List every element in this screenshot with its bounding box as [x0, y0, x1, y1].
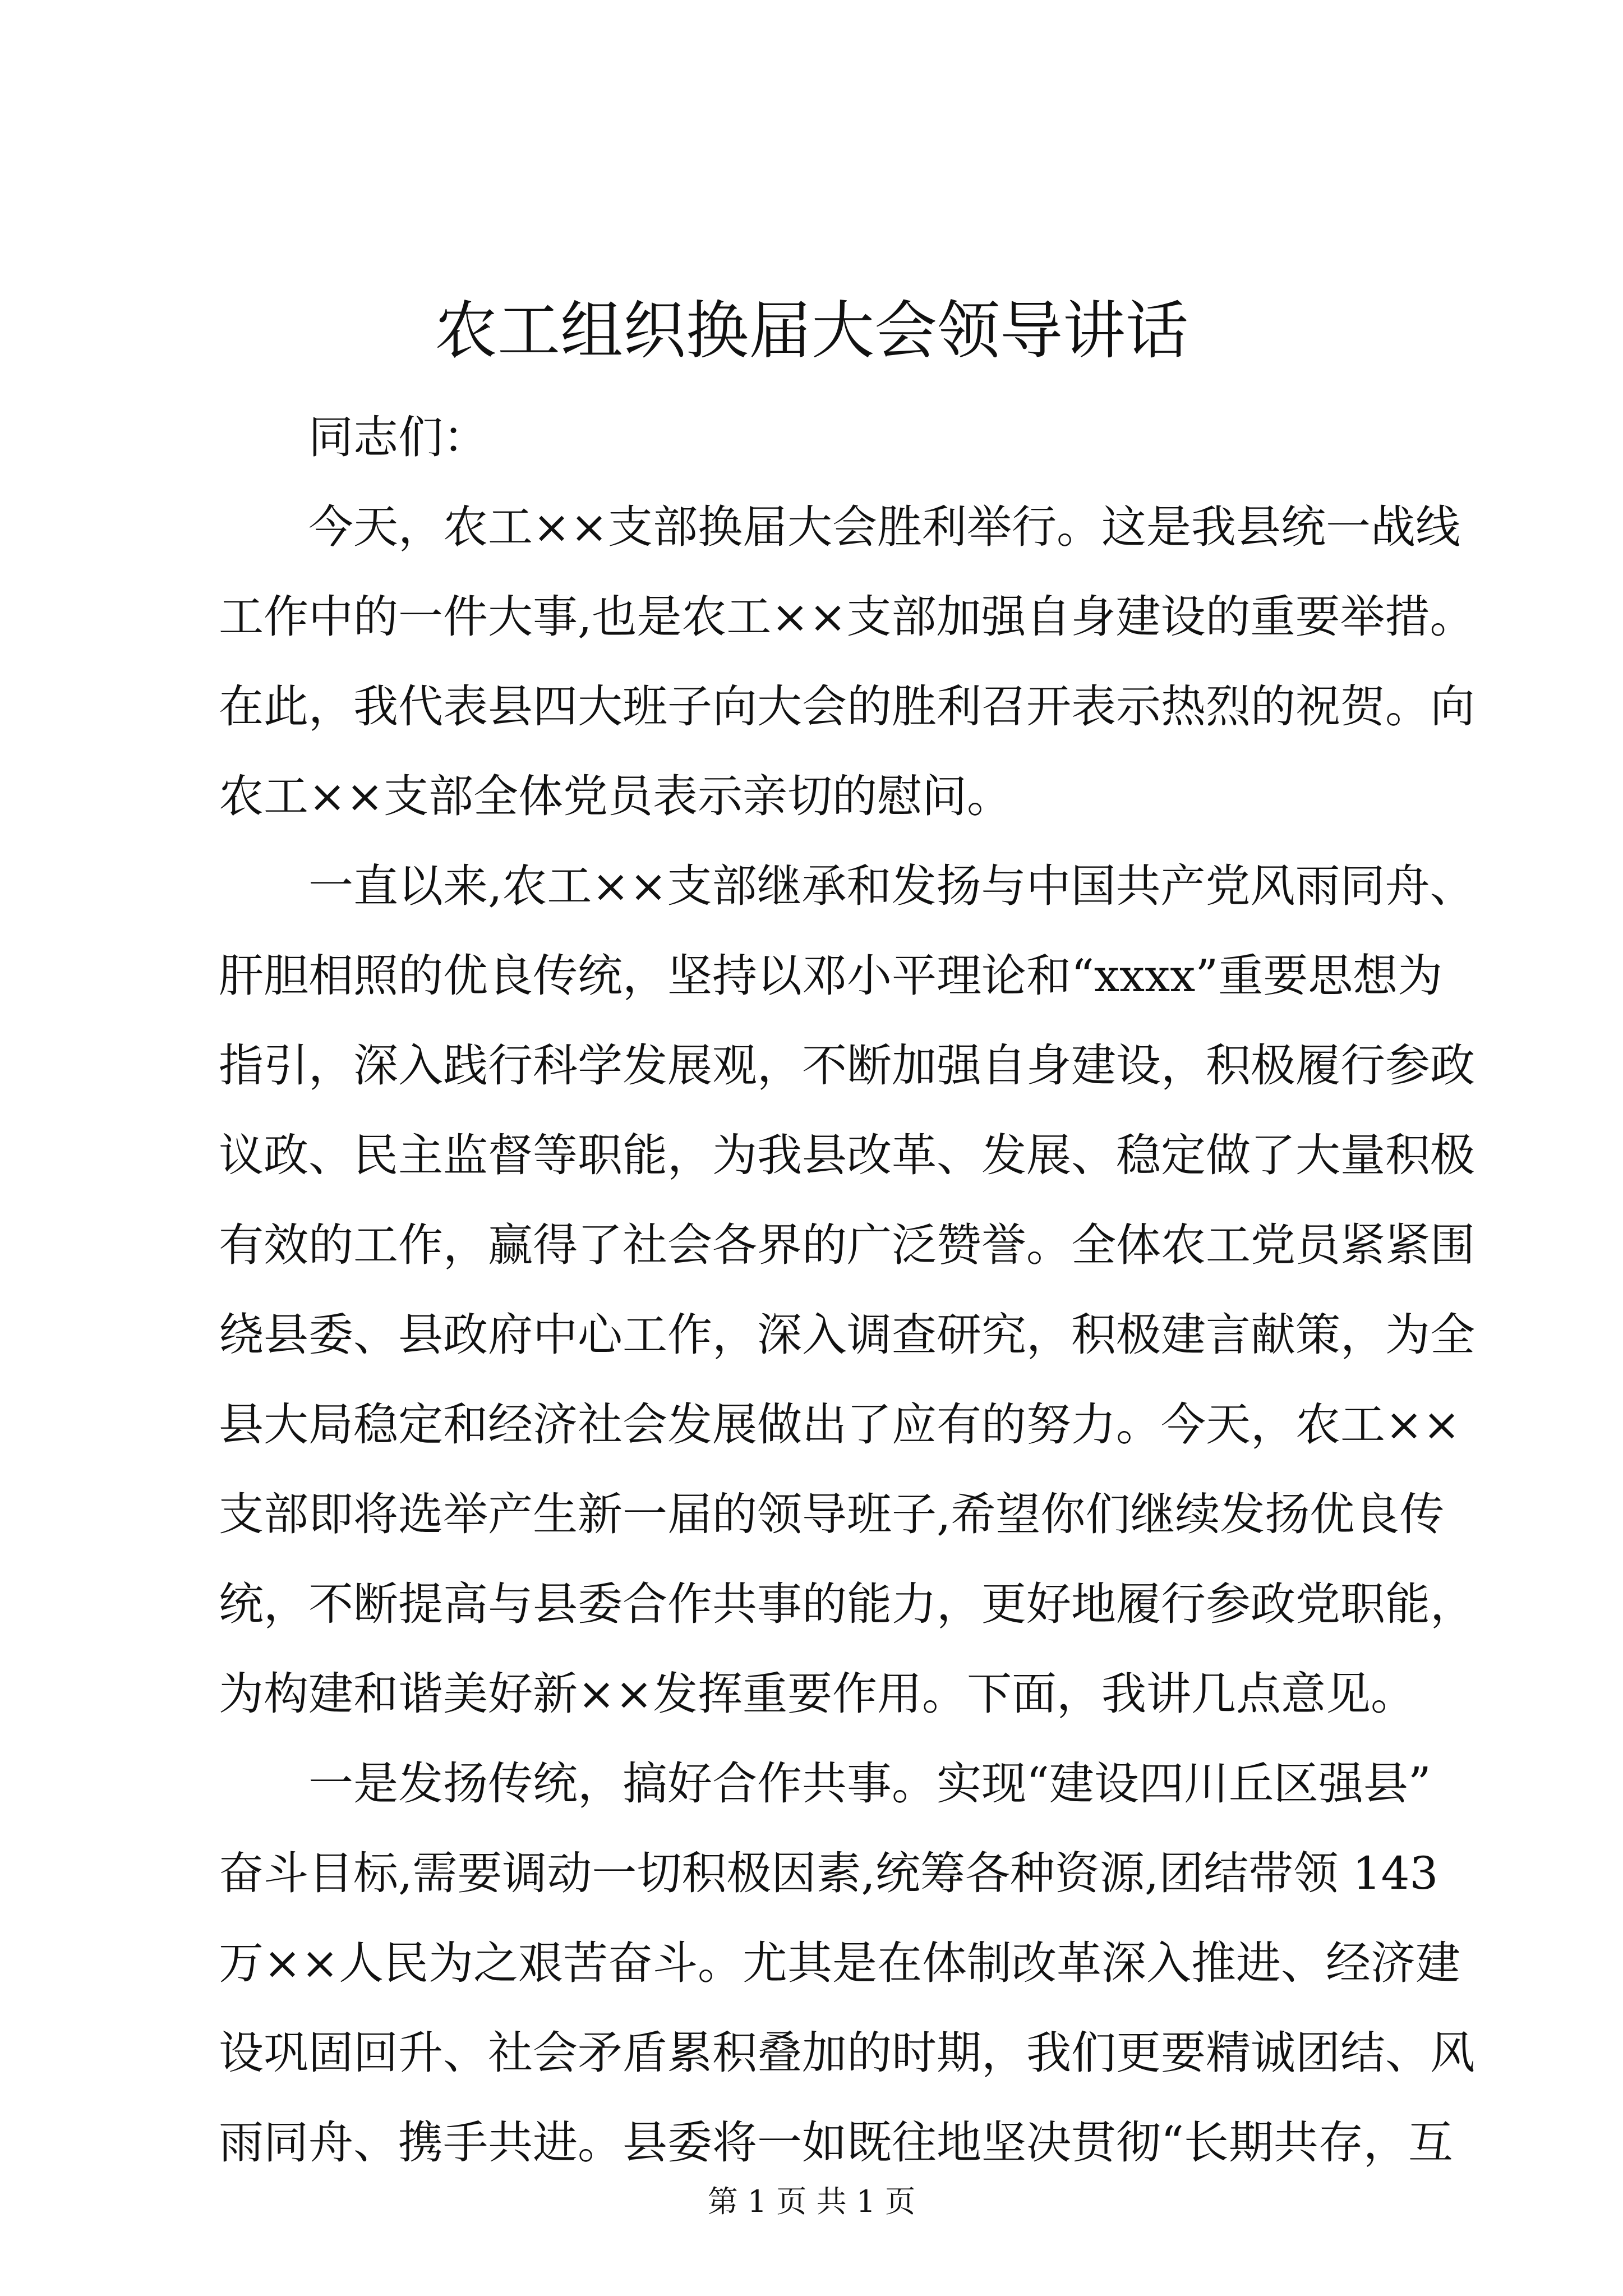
- text-line: 万××人民为之艰苦奋斗。尤其是在体制改革深入推进、经济建: [219, 1937, 1461, 1989]
- text-line: 一直以来,农工××支部继承和发扬与中国共产党风雨同舟、: [308, 860, 1475, 912]
- text-line: 支部即将选举产生新一届的领导班子,希望你们继续发扬优良传: [219, 1488, 1445, 1540]
- text-line: 县大局稳定和经济社会发展做出了应有的努力。今天，农工××: [219, 1398, 1461, 1451]
- document-title: 农工组织换届大会领导讲话: [435, 295, 1188, 367]
- page-footer: 第 1 页 共 1 页: [707, 2184, 916, 2219]
- text-line: 肝胆相照的优良传统，坚持以邓小平理论和“xxxx”重要思想为: [219, 950, 1443, 1002]
- text-line: 统，不断提高与县委合作共事的能力，更好地履行参政党职能，: [219, 1578, 1475, 1630]
- text-line: 有效的工作，赢得了社会各界的广泛赞誉。全体农工党员紧紧围: [219, 1219, 1475, 1271]
- text-line: 奋斗目标,需要调动一切积极因素,统筹各种资源,团结带领 143: [219, 1847, 1438, 1899]
- text-line: 绕县委、县政府中心工作，深入调查研究，积极建言献策，为全: [219, 1309, 1475, 1361]
- text-line: 为构建和谐美好新××发挥重要作用。下面，我讲几点意见。: [219, 1668, 1416, 1720]
- text-line: 今天，农工××支部换届大会胜利举行。这是我县统一战线: [308, 501, 1461, 553]
- text-line: 在此，我代表县四大班子向大会的胜利召开表示热烈的祝贺。向: [219, 680, 1475, 733]
- text-line: 一是发扬传统，搞好合作共事。实现“建设四川丘区强县”: [308, 1757, 1431, 1810]
- text-line: 工作中的一件大事,也是农工××支部加强自身建设的重要举措。: [219, 591, 1475, 643]
- text-line: 指引，深入践行科学发展观，不断加强自身建设，积极履行参政: [219, 1039, 1475, 1092]
- text-line: 雨同舟、携手共进。县委将一如既往地坚决贯彻“长期共存，互: [219, 2116, 1453, 2169]
- text-line: 议政、民主监督等职能，为我县改革、发展、稳定做了大量积极: [219, 1129, 1475, 1181]
- text-line: 设巩固回升、社会矛盾累积叠加的时期，我们更要精诚团结、风: [219, 2027, 1475, 2079]
- text-line: 同志们：: [308, 411, 488, 463]
- text-line: 农工××支部全体党员表示亲切的慰问。: [219, 770, 1012, 822]
